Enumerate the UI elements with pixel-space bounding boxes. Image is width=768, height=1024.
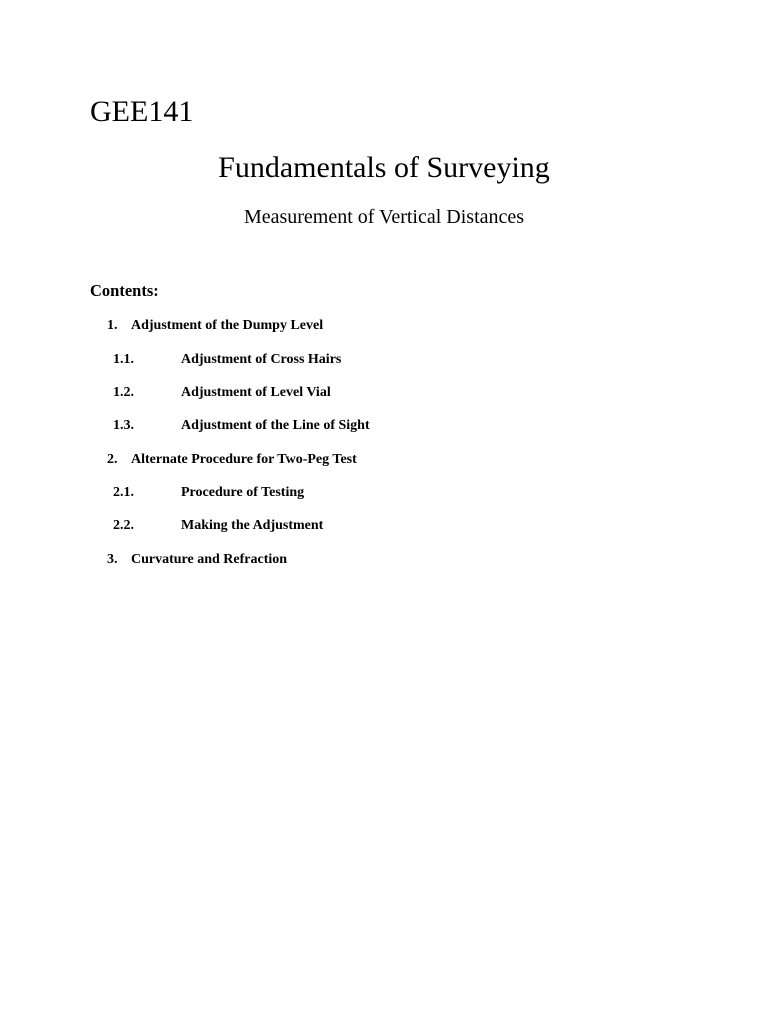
toc-subitem-number: 1.1.: [113, 352, 134, 367]
toc-item-number: 1.: [107, 318, 118, 333]
toc-subitem-label: Adjustment of Cross Hairs: [181, 352, 342, 367]
toc-subitem-label: Adjustment of Level Vial: [181, 385, 331, 400]
toc-item-label: Adjustment of the Dumpy Level: [131, 318, 324, 333]
toc-subitem-number: 1.3.: [113, 418, 134, 433]
toc-item-number: 3.: [107, 552, 118, 567]
toc-subitem-number: 1.2.: [113, 385, 134, 400]
toc-subitem-label: Procedure of Testing: [181, 485, 305, 500]
toc-item-label: Curvature and Refraction: [131, 552, 288, 567]
toc-subitem-label: Adjustment of the Line of Sight: [181, 418, 370, 433]
page-title: Fundamentals of Surveying: [218, 151, 550, 184]
course-code: GEE141: [90, 95, 194, 128]
toc-item-number: 2.: [107, 452, 118, 467]
toc-subitem-label: Making the Adjustment: [181, 518, 324, 533]
contents-heading: Contents:: [90, 281, 159, 300]
toc-subitem-number: 2.2.: [113, 518, 134, 533]
page-subtitle: Measurement of Vertical Distances: [243, 206, 525, 228]
toc-item-label: Alternate Procedure for Two-Peg Test: [131, 452, 357, 467]
toc-subitem-number: 2.1.: [113, 485, 134, 500]
